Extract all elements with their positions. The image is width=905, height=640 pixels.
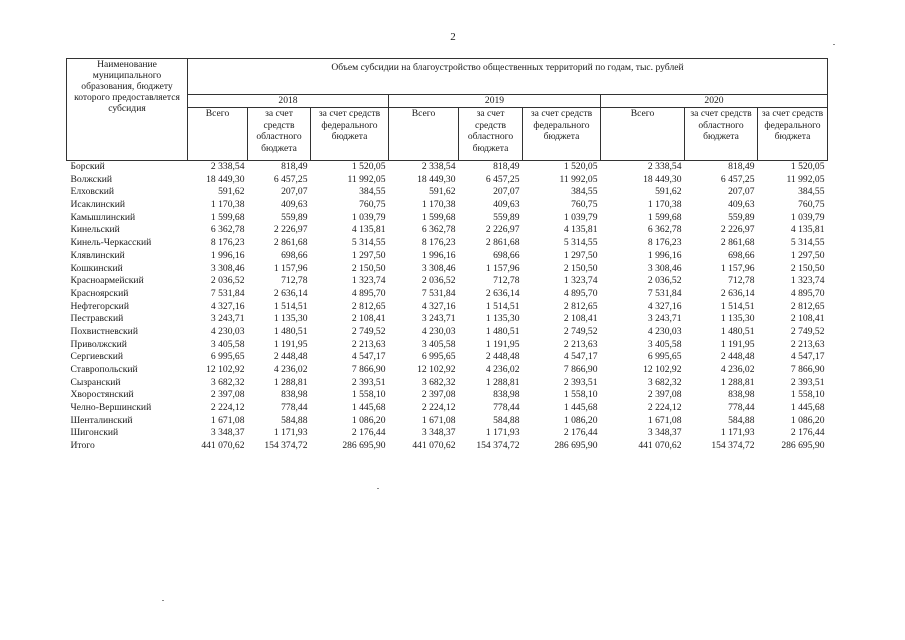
amount-cell: 6 362,78 <box>647 224 682 236</box>
amount-cell: 584,88 <box>728 414 755 426</box>
amount-cell: 4 895,70 <box>790 287 825 299</box>
amount-cell: 2 338,54 <box>210 161 245 172</box>
municipality-name: Кинельский <box>70 224 120 236</box>
sub-column-header: за счет средств областного бюджета <box>459 108 523 161</box>
municipality-name: Волжский <box>70 173 112 185</box>
amount-cell: 4 547,17 <box>790 351 825 363</box>
amount-cell: 3 308,46 <box>421 262 456 274</box>
amount-cell: 818,49 <box>728 161 755 172</box>
amount-cell: 591,62 <box>429 186 456 198</box>
amount-cell: 12 102,92 <box>643 364 682 375</box>
table-row <box>67 174 828 187</box>
amount-cell: 2 213,63 <box>563 338 598 350</box>
amount-cell: 6 995,65 <box>210 351 245 363</box>
amount-cell: 2 448,48 <box>273 351 308 363</box>
amount-cell: 1 039,79 <box>563 211 598 223</box>
municipality-name: Шенталинский <box>70 414 133 426</box>
amount-cell: 2 036,52 <box>421 275 456 287</box>
amount-cell: 7 531,84 <box>421 287 456 299</box>
amount-cell: 2 393,51 <box>790 376 825 388</box>
amount-cell: 1 170,38 <box>421 199 456 211</box>
amount-cell: 4 236,02 <box>485 364 520 375</box>
amount-cell: 2 861,68 <box>273 237 308 249</box>
amount-cell: 3 348,37 <box>421 427 456 439</box>
municipality-name: Кинель-Черкасский <box>70 237 152 249</box>
amount-cell: 1 288,81 <box>273 376 308 388</box>
amount-cell: 286 695,90 <box>781 440 825 452</box>
amount-cell: 778,44 <box>728 402 755 414</box>
amount-cell: 154 374,72 <box>711 440 755 452</box>
amount-cell: 2 226,97 <box>485 224 520 236</box>
amount-cell: 1 157,96 <box>720 262 755 274</box>
amount-cell: 3 243,71 <box>210 313 245 325</box>
amount-cell: 1 157,96 <box>273 262 308 274</box>
amount-cell: 12 102,92 <box>206 364 245 375</box>
amount-cell: 838,98 <box>281 389 308 401</box>
table-row <box>67 288 828 301</box>
amount-cell: 441 070,62 <box>638 440 682 452</box>
amount-cell: 7 531,84 <box>210 287 245 299</box>
amount-cell: 3 348,37 <box>210 427 245 439</box>
amount-cell: 1 297,50 <box>790 249 825 261</box>
amount-cell: 760,75 <box>359 199 386 211</box>
amount-cell: 4 135,81 <box>790 224 825 236</box>
amount-cell: 4 895,70 <box>563 287 598 299</box>
amount-cell: 11 992,05 <box>559 173 598 185</box>
scan-speck <box>833 44 835 45</box>
amount-cell: 3 243,71 <box>421 313 456 325</box>
amount-cell: 6 457,25 <box>273 173 308 185</box>
amount-cell: 409,63 <box>281 199 308 211</box>
amount-cell: 760,75 <box>571 199 598 211</box>
amount-cell: 1 996,16 <box>210 249 245 261</box>
amount-cell: 4 547,17 <box>351 351 386 363</box>
amount-cell: 4 135,81 <box>351 224 386 236</box>
amount-cell: 1 170,38 <box>210 199 245 211</box>
amount-cell: 1 514,51 <box>273 300 308 312</box>
amount-cell: 1 445,68 <box>351 402 386 414</box>
sub-column-header: Всего <box>601 108 685 161</box>
amount-cell: 1 520,05 <box>790 161 825 172</box>
amount-cell: 778,44 <box>281 402 308 414</box>
table-row <box>67 250 828 263</box>
amount-cell: 1 599,68 <box>647 211 682 223</box>
municipality-name: Кошкинский <box>70 262 123 274</box>
municipality-name: Красноярский <box>70 287 129 299</box>
amount-cell: 2 224,12 <box>210 402 245 414</box>
amount-cell: 18 449,30 <box>643 173 682 185</box>
amount-cell: 6 995,65 <box>421 351 456 363</box>
amount-cell: 1 671,08 <box>421 414 456 426</box>
amount-cell: 4 327,16 <box>210 300 245 312</box>
amount-cell: 6 457,25 <box>485 173 520 185</box>
table-row <box>67 377 828 390</box>
amount-cell: 2 397,08 <box>210 389 245 401</box>
amount-cell: 8 176,23 <box>421 237 456 249</box>
amount-cell: 2 176,44 <box>563 427 598 439</box>
amount-cell: 18 449,30 <box>417 173 456 185</box>
amount-cell: 7 531,84 <box>647 287 682 299</box>
amount-cell: 584,88 <box>281 414 308 426</box>
amount-cell: 1 480,51 <box>273 325 308 337</box>
amount-cell: 2 861,68 <box>720 237 755 249</box>
amount-cell: 286 695,90 <box>554 440 598 452</box>
amount-cell: 2 224,12 <box>647 402 682 414</box>
amount-cell: 4 327,16 <box>647 300 682 312</box>
amount-cell: 3 243,71 <box>647 313 682 325</box>
amount-cell: 1 191,95 <box>273 338 308 350</box>
amount-cell: 2 448,48 <box>720 351 755 363</box>
municipality-name: Итого <box>70 440 95 452</box>
table-row <box>67 275 828 288</box>
amount-cell: 698,66 <box>493 249 520 261</box>
table-row <box>67 351 828 364</box>
amount-cell: 207,07 <box>728 186 755 198</box>
amount-cell: 4 230,03 <box>647 325 682 337</box>
sub-column-header: за счет средств федерального бюджета <box>311 108 389 161</box>
sub-column-header: за счет средств федерального бюджета <box>758 108 828 161</box>
amount-cell: 409,63 <box>728 199 755 211</box>
table-row <box>67 301 828 314</box>
amount-cell: 3 682,32 <box>421 376 456 388</box>
amount-cell: 3 405,58 <box>647 338 682 350</box>
municipality-name: Красноармейский <box>70 275 144 287</box>
municipality-name: Челно-Вершинский <box>70 402 152 414</box>
amount-cell: 1 039,79 <box>351 211 386 223</box>
amount-cell: 1 323,74 <box>351 275 386 287</box>
amount-cell: 3 682,32 <box>210 376 245 388</box>
table-row <box>67 161 828 174</box>
amount-cell: 384,55 <box>798 186 825 198</box>
amount-cell: 7 866,90 <box>351 364 386 375</box>
amount-cell: 286 695,90 <box>342 440 386 452</box>
amount-cell: 1 135,30 <box>720 313 755 325</box>
amount-cell: 1 323,74 <box>790 275 825 287</box>
amount-cell: 838,98 <box>728 389 755 401</box>
amount-cell: 4 236,02 <box>720 364 755 375</box>
amount-cell: 591,62 <box>218 186 245 198</box>
amount-cell: 712,78 <box>281 275 308 287</box>
amount-cell: 4 236,02 <box>273 364 308 375</box>
table-row <box>67 186 828 199</box>
municipality-name: Приволжский <box>70 338 127 350</box>
amount-cell: 1 039,79 <box>790 211 825 223</box>
amount-cell: 1 671,08 <box>210 414 245 426</box>
amount-cell: 7 866,90 <box>563 364 598 375</box>
amount-cell: 409,63 <box>493 199 520 211</box>
amount-cell: 2 150,50 <box>563 262 598 274</box>
amount-cell: 2 108,41 <box>790 313 825 325</box>
municipality-name: Камышлинский <box>70 211 136 223</box>
sub-column-header: за счет средств областного бюджета <box>685 108 758 161</box>
amount-cell: 2 397,08 <box>647 389 682 401</box>
amount-cell: 5 314,55 <box>790 237 825 249</box>
amount-cell: 11 992,05 <box>786 173 825 185</box>
municipality-name: Пестравский <box>70 313 124 325</box>
amount-cell: 4 547,17 <box>563 351 598 363</box>
amount-cell: 8 176,23 <box>647 237 682 249</box>
amount-cell: 2 226,97 <box>720 224 755 236</box>
amount-cell: 4 895,70 <box>351 287 386 299</box>
amount-cell: 1 171,93 <box>485 427 520 439</box>
municipality-name: Шигонский <box>70 427 119 439</box>
table-row <box>67 224 828 237</box>
amount-cell: 818,49 <box>281 161 308 172</box>
amount-cell: 698,66 <box>728 249 755 261</box>
amount-cell: 778,44 <box>493 402 520 414</box>
municipality-column-header: Наименование муниципального образования, бюджету которого предоставляется субсидия <box>67 59 188 161</box>
table-row <box>67 339 828 352</box>
amount-cell: 2 150,50 <box>790 262 825 274</box>
amount-cell: 2 749,52 <box>351 325 386 337</box>
amount-cell: 1 191,95 <box>485 338 520 350</box>
amount-cell: 3 405,58 <box>210 338 245 350</box>
amount-cell: 2 749,52 <box>790 325 825 337</box>
amount-cell: 760,75 <box>798 199 825 211</box>
amount-cell: 3 682,32 <box>647 376 682 388</box>
page-number: 2 <box>450 31 456 43</box>
municipality-name: Клявлинский <box>70 249 125 261</box>
table-row <box>67 402 828 415</box>
year-header: 2020 <box>601 95 828 108</box>
year-header: 2019 <box>389 95 601 108</box>
amount-cell: 1 514,51 <box>720 300 755 312</box>
table-row <box>67 237 828 250</box>
table-row <box>67 427 828 440</box>
amount-cell: 698,66 <box>281 249 308 261</box>
amount-cell: 8 176,23 <box>210 237 245 249</box>
subsidy-volume-header: Объем субсидии на благоустройство общественных территорий по годам, тыс. рублей <box>188 59 828 95</box>
table-row <box>67 364 828 377</box>
amount-cell: 838,98 <box>493 389 520 401</box>
amount-cell: 1 086,20 <box>563 414 598 426</box>
amount-cell: 1 480,51 <box>485 325 520 337</box>
amount-cell: 1 191,95 <box>720 338 755 350</box>
amount-cell: 1 599,68 <box>421 211 456 223</box>
amount-cell: 2 036,52 <box>210 275 245 287</box>
municipality-name: Елховский <box>70 186 115 198</box>
table-row <box>67 389 828 402</box>
amount-cell: 1 599,68 <box>210 211 245 223</box>
municipality-name: Борский <box>70 161 105 172</box>
amount-cell: 1 297,50 <box>351 249 386 261</box>
amount-cell: 2 224,12 <box>421 402 456 414</box>
amount-cell: 2 393,51 <box>563 376 598 388</box>
amount-cell: 1 170,38 <box>647 199 682 211</box>
amount-cell: 154 374,72 <box>476 440 520 452</box>
amount-cell: 4 230,03 <box>210 325 245 337</box>
amount-cell: 3 348,37 <box>647 427 682 439</box>
amount-cell: 2 397,08 <box>421 389 456 401</box>
amount-cell: 591,62 <box>655 186 682 198</box>
amount-cell: 2 636,14 <box>273 287 308 299</box>
amount-cell: 384,55 <box>359 186 386 198</box>
amount-cell: 2 636,14 <box>720 287 755 299</box>
table-row <box>67 415 828 428</box>
amount-cell: 5 314,55 <box>351 237 386 249</box>
amount-cell: 3 405,58 <box>421 338 456 350</box>
amount-cell: 1 558,10 <box>563 389 598 401</box>
amount-cell: 1 086,20 <box>351 414 386 426</box>
amount-cell: 559,89 <box>281 211 308 223</box>
amount-cell: 3 308,46 <box>647 262 682 274</box>
amount-cell: 712,78 <box>728 275 755 287</box>
amount-cell: 11 992,05 <box>347 173 386 185</box>
amount-cell: 4 230,03 <box>421 325 456 337</box>
amount-cell: 207,07 <box>281 186 308 198</box>
amount-cell: 7 866,90 <box>790 364 825 375</box>
year-header: 2018 <box>188 95 389 108</box>
sub-column-header: за счет средств областного бюджета <box>248 108 311 161</box>
amount-cell: 712,78 <box>493 275 520 287</box>
amount-cell: 2 448,48 <box>485 351 520 363</box>
amount-cell: 2 812,65 <box>790 300 825 312</box>
amount-cell: 5 314,55 <box>563 237 598 249</box>
scan-speck <box>377 488 379 489</box>
amount-cell: 1 445,68 <box>790 402 825 414</box>
amount-cell: 1 558,10 <box>351 389 386 401</box>
municipality-name: Хворостянский <box>70 389 134 401</box>
amount-cell: 1 157,96 <box>485 262 520 274</box>
table-row <box>67 199 828 212</box>
total-row <box>67 440 828 453</box>
amount-cell: 1 996,16 <box>421 249 456 261</box>
sub-column-header: Всего <box>389 108 459 161</box>
amount-cell: 4 135,81 <box>563 224 598 236</box>
table-row <box>67 263 828 276</box>
amount-cell: 2 861,68 <box>485 237 520 249</box>
amount-cell: 2 176,44 <box>351 427 386 439</box>
amount-cell: 1 323,74 <box>563 275 598 287</box>
amount-cell: 2 108,41 <box>563 313 598 325</box>
amount-cell: 559,89 <box>728 211 755 223</box>
table-row <box>67 212 828 225</box>
amount-cell: 2 812,65 <box>563 300 598 312</box>
table-row <box>67 313 828 326</box>
amount-cell: 6 457,25 <box>720 173 755 185</box>
amount-cell: 2 150,50 <box>351 262 386 274</box>
amount-cell: 1 171,93 <box>273 427 308 439</box>
amount-cell: 6 362,78 <box>210 224 245 236</box>
amount-cell: 2 213,63 <box>351 338 386 350</box>
amount-cell: 2 338,54 <box>647 161 682 172</box>
amount-cell: 1 135,30 <box>273 313 308 325</box>
amount-cell: 2 749,52 <box>563 325 598 337</box>
amount-cell: 4 327,16 <box>421 300 456 312</box>
amount-cell: 2 036,52 <box>647 275 682 287</box>
municipality-name: Ставропольский <box>70 364 138 375</box>
amount-cell: 818,49 <box>493 161 520 172</box>
sub-column-header: за счет средств федерального бюджета <box>523 108 601 161</box>
amount-cell: 1 171,93 <box>720 427 755 439</box>
amount-cell: 2 226,97 <box>273 224 308 236</box>
amount-cell: 1 480,51 <box>720 325 755 337</box>
amount-cell: 2 176,44 <box>790 427 825 439</box>
municipality-name: Похвистневский <box>70 325 138 337</box>
amount-cell: 1 558,10 <box>790 389 825 401</box>
amount-cell: 6 995,65 <box>647 351 682 363</box>
amount-cell: 1 671,08 <box>647 414 682 426</box>
amount-cell: 1 288,81 <box>485 376 520 388</box>
amount-cell: 1 135,30 <box>485 313 520 325</box>
amount-cell: 12 102,92 <box>417 364 456 375</box>
amount-cell: 559,89 <box>493 211 520 223</box>
municipality-name: Сергиевский <box>70 351 124 363</box>
amount-cell: 2 812,65 <box>351 300 386 312</box>
subsidy-table <box>66 58 828 453</box>
amount-cell: 154 374,72 <box>264 440 308 452</box>
amount-cell: 207,07 <box>493 186 520 198</box>
amount-cell: 3 308,46 <box>210 262 245 274</box>
amount-cell: 1 514,51 <box>485 300 520 312</box>
municipality-name: Исаклинский <box>70 199 125 211</box>
scan-speck <box>162 600 164 601</box>
amount-cell: 2 213,63 <box>790 338 825 350</box>
amount-cell: 1 297,50 <box>563 249 598 261</box>
amount-cell: 384,55 <box>571 186 598 198</box>
amount-cell: 1 445,68 <box>563 402 598 414</box>
amount-cell: 18 449,30 <box>206 173 245 185</box>
amount-cell: 2 393,51 <box>351 376 386 388</box>
amount-cell: 2 108,41 <box>351 313 386 325</box>
amount-cell: 2 636,14 <box>485 287 520 299</box>
amount-cell: 6 362,78 <box>421 224 456 236</box>
amount-cell: 441 070,62 <box>412 440 456 452</box>
amount-cell: 1 996,16 <box>647 249 682 261</box>
amount-cell: 1 086,20 <box>790 414 825 426</box>
amount-cell: 584,88 <box>493 414 520 426</box>
table-row <box>67 326 828 339</box>
amount-cell: 441 070,62 <box>201 440 245 452</box>
sub-column-header: Всего <box>188 108 248 161</box>
amount-cell: 1 288,81 <box>720 376 755 388</box>
municipality-name: Нефтегорский <box>70 300 129 312</box>
amount-cell: 2 338,54 <box>421 161 456 172</box>
amount-cell: 1 520,05 <box>563 161 598 172</box>
municipality-name: Сызранский <box>70 376 121 388</box>
amount-cell: 1 520,05 <box>351 161 386 172</box>
